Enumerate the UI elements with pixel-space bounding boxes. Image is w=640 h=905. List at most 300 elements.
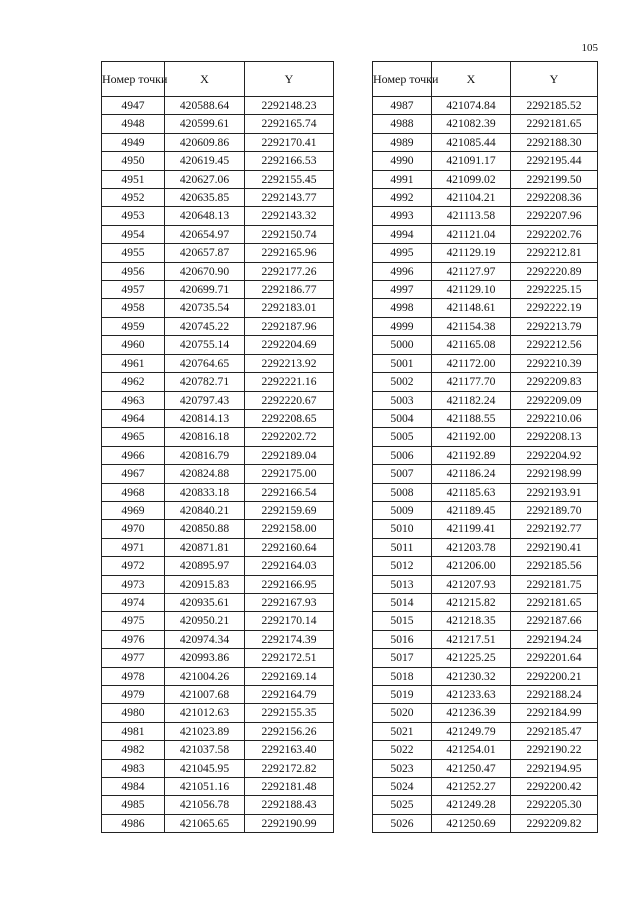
x-coordinate-cell: 421165.08 (432, 336, 511, 354)
x-coordinate-cell: 420814.13 (165, 409, 245, 427)
x-coordinate-cell: 420627.06 (165, 170, 245, 188)
point-number-cell: 4998 (373, 299, 432, 317)
point-number-cell: 5011 (373, 538, 432, 556)
point-number-cell: 4991 (373, 170, 432, 188)
y-coordinate-cell: 2292193.91 (511, 483, 598, 501)
table-row (102, 336, 334, 354)
y-coordinate-cell: 2292212.81 (511, 244, 598, 262)
table-row (373, 281, 598, 299)
y-coordinate-cell: 2292185.56 (511, 557, 598, 575)
point-number-cell: 4996 (373, 262, 432, 280)
point-number-cell: 4958 (102, 299, 165, 317)
point-number-cell: 4962 (102, 373, 165, 391)
table-row (102, 741, 334, 759)
point-number-cell: 4988 (373, 115, 432, 133)
table-row (373, 704, 598, 722)
y-coordinate-cell: 2292186.77 (245, 281, 334, 299)
y-coordinate-cell: 2292210.06 (511, 409, 598, 427)
point-number-cell: 4950 (102, 152, 165, 170)
table-row (102, 97, 334, 115)
y-coordinate-cell: 2292174.39 (245, 630, 334, 648)
point-number-cell: 4969 (102, 501, 165, 519)
header-y: Y (245, 62, 334, 97)
y-coordinate-cell: 2292213.79 (511, 317, 598, 335)
point-number-cell: 4968 (102, 483, 165, 501)
y-coordinate-cell: 2292169.14 (245, 667, 334, 685)
y-coordinate-cell: 2292181.75 (511, 575, 598, 593)
point-number-cell: 4981 (102, 722, 165, 740)
x-coordinate-cell: 421037.58 (165, 741, 245, 759)
y-coordinate-cell: 2292155.35 (245, 704, 334, 722)
x-coordinate-cell: 421082.39 (432, 115, 511, 133)
table-row (102, 133, 334, 151)
y-coordinate-cell: 2292159.69 (245, 501, 334, 519)
table-row (102, 409, 334, 427)
point-number-cell: 4995 (373, 244, 432, 262)
y-coordinate-cell: 2292204.69 (245, 336, 334, 354)
point-number-cell: 4979 (102, 686, 165, 704)
table-row (373, 612, 598, 630)
point-number-cell: 4997 (373, 281, 432, 299)
table-row (102, 575, 334, 593)
table-row (373, 538, 598, 556)
point-number-cell: 5012 (373, 557, 432, 575)
point-number-cell: 5009 (373, 501, 432, 519)
y-coordinate-cell: 2292208.36 (511, 189, 598, 207)
table-body-left (102, 97, 334, 833)
y-coordinate-cell: 2292208.13 (511, 428, 598, 446)
table-row (102, 115, 334, 133)
x-coordinate-cell: 421023.89 (165, 722, 245, 740)
table-row (102, 778, 334, 796)
x-coordinate-cell: 421249.79 (432, 722, 511, 740)
table-row (373, 262, 598, 280)
table-row (373, 501, 598, 519)
table-row (373, 814, 598, 832)
x-coordinate-cell: 421129.10 (432, 281, 511, 299)
x-coordinate-cell: 420833.18 (165, 483, 245, 501)
x-coordinate-cell: 421004.26 (165, 667, 245, 685)
y-coordinate-cell: 2292181.65 (511, 115, 598, 133)
x-coordinate-cell: 421056.78 (165, 796, 245, 814)
point-number-cell: 4977 (102, 649, 165, 667)
x-coordinate-cell: 420735.54 (165, 299, 245, 317)
y-coordinate-cell: 2292175.00 (245, 465, 334, 483)
point-number-cell: 5008 (373, 483, 432, 501)
x-coordinate-cell: 421230.32 (432, 667, 511, 685)
y-coordinate-cell: 2292170.14 (245, 612, 334, 630)
table-row (373, 409, 598, 427)
table-row (373, 649, 598, 667)
x-coordinate-cell: 421203.78 (432, 538, 511, 556)
y-coordinate-cell: 2292187.66 (511, 612, 598, 630)
point-number-cell: 4983 (102, 759, 165, 777)
page-number: 105 (581, 42, 598, 54)
x-coordinate-cell: 420895.97 (165, 557, 245, 575)
x-coordinate-cell: 421154.38 (432, 317, 511, 335)
point-number-cell: 5007 (373, 465, 432, 483)
table-row (373, 373, 598, 391)
x-coordinate-cell: 420915.83 (165, 575, 245, 593)
table-row (102, 796, 334, 814)
x-coordinate-cell: 420764.65 (165, 354, 245, 372)
point-number-cell: 4999 (373, 317, 432, 335)
x-coordinate-cell: 420609.86 (165, 133, 245, 151)
y-coordinate-cell: 2292183.01 (245, 299, 334, 317)
point-number-cell: 4964 (102, 409, 165, 427)
y-coordinate-cell: 2292190.99 (245, 814, 334, 832)
x-coordinate-cell: 420654.97 (165, 225, 245, 243)
point-number-cell: 4982 (102, 741, 165, 759)
table-row (373, 778, 598, 796)
x-coordinate-cell: 421051.16 (165, 778, 245, 796)
table-row (102, 667, 334, 685)
table-row (373, 97, 598, 115)
y-coordinate-cell: 2292163.40 (245, 741, 334, 759)
point-number-cell: 4948 (102, 115, 165, 133)
point-number-cell: 4966 (102, 446, 165, 464)
x-coordinate-cell: 420816.79 (165, 446, 245, 464)
x-coordinate-cell: 421215.82 (432, 593, 511, 611)
x-coordinate-cell: 421206.00 (432, 557, 511, 575)
y-coordinate-cell: 2292188.30 (511, 133, 598, 151)
y-coordinate-cell: 2292205.30 (511, 796, 598, 814)
y-coordinate-cell: 2292220.67 (245, 391, 334, 409)
y-coordinate-cell: 2292177.26 (245, 262, 334, 280)
y-coordinate-cell: 2292155.45 (245, 170, 334, 188)
table-row (373, 299, 598, 317)
x-coordinate-cell: 421250.47 (432, 759, 511, 777)
x-coordinate-cell: 420699.71 (165, 281, 245, 299)
x-coordinate-cell: 420950.21 (165, 612, 245, 630)
x-coordinate-cell: 420840.21 (165, 501, 245, 519)
x-coordinate-cell: 421129.19 (432, 244, 511, 262)
table-row (373, 575, 598, 593)
table-row (102, 612, 334, 630)
point-number-cell: 4956 (102, 262, 165, 280)
point-number-cell: 4951 (102, 170, 165, 188)
y-coordinate-cell: 2292194.95 (511, 759, 598, 777)
point-number-cell: 4955 (102, 244, 165, 262)
table-row (373, 630, 598, 648)
y-coordinate-cell: 2292220.89 (511, 262, 598, 280)
table-row (102, 649, 334, 667)
point-number-cell: 4985 (102, 796, 165, 814)
coordinates-table-right (372, 61, 598, 833)
table-row (102, 428, 334, 446)
x-coordinate-cell: 421085.44 (432, 133, 511, 151)
table-row (373, 796, 598, 814)
y-coordinate-cell: 2292190.41 (511, 538, 598, 556)
point-number-cell: 4978 (102, 667, 165, 685)
x-coordinate-cell: 421249.28 (432, 796, 511, 814)
y-coordinate-cell: 2292166.53 (245, 152, 334, 170)
table-row (102, 262, 334, 280)
point-number-cell: 4975 (102, 612, 165, 630)
point-number-cell: 4973 (102, 575, 165, 593)
y-coordinate-cell: 2292188.43 (245, 796, 334, 814)
header-y: Y (511, 62, 598, 97)
point-number-cell: 4990 (373, 152, 432, 170)
table-row (102, 465, 334, 483)
table-row (373, 667, 598, 685)
y-coordinate-cell: 2292164.03 (245, 557, 334, 575)
x-coordinate-cell: 420871.81 (165, 538, 245, 556)
y-coordinate-cell: 2292158.00 (245, 520, 334, 538)
point-number-cell: 4947 (102, 97, 165, 115)
y-coordinate-cell: 2292192.77 (511, 520, 598, 538)
table-row (102, 483, 334, 501)
table-header-row (102, 62, 334, 97)
table-row (373, 152, 598, 170)
point-number-cell: 5016 (373, 630, 432, 648)
x-coordinate-cell: 421233.63 (432, 686, 511, 704)
point-number-cell: 5001 (373, 354, 432, 372)
y-coordinate-cell: 2292181.48 (245, 778, 334, 796)
x-coordinate-cell: 421012.63 (165, 704, 245, 722)
table-row (102, 152, 334, 170)
y-coordinate-cell: 2292187.96 (245, 317, 334, 335)
table-row (102, 244, 334, 262)
point-number-cell: 5000 (373, 336, 432, 354)
table-row (102, 299, 334, 317)
point-number-cell: 4980 (102, 704, 165, 722)
table-row (102, 520, 334, 538)
x-coordinate-cell: 421113.58 (432, 207, 511, 225)
table-row (102, 759, 334, 777)
point-number-cell: 4957 (102, 281, 165, 299)
point-number-cell: 5021 (373, 722, 432, 740)
x-coordinate-cell: 420755.14 (165, 336, 245, 354)
table-header-row (373, 62, 598, 97)
point-number-cell: 4952 (102, 189, 165, 207)
y-coordinate-cell: 2292150.74 (245, 225, 334, 243)
table-row (373, 336, 598, 354)
table-row (373, 428, 598, 446)
y-coordinate-cell: 2292189.70 (511, 501, 598, 519)
y-coordinate-cell: 2292165.74 (245, 115, 334, 133)
table-row (102, 225, 334, 243)
x-coordinate-cell: 420670.90 (165, 262, 245, 280)
x-coordinate-cell: 421177.70 (432, 373, 511, 391)
table-row (373, 759, 598, 777)
table-row (102, 317, 334, 335)
point-number-cell: 5020 (373, 704, 432, 722)
y-coordinate-cell: 2292148.23 (245, 97, 334, 115)
y-coordinate-cell: 2292156.26 (245, 722, 334, 740)
table-row (102, 538, 334, 556)
table-row (102, 373, 334, 391)
y-coordinate-cell: 2292202.72 (245, 428, 334, 446)
table-row (102, 630, 334, 648)
x-coordinate-cell: 421121.04 (432, 225, 511, 243)
table-row (373, 189, 598, 207)
point-number-cell: 5018 (373, 667, 432, 685)
x-coordinate-cell: 421254.01 (432, 741, 511, 759)
table-row (102, 354, 334, 372)
y-coordinate-cell: 2292201.64 (511, 649, 598, 667)
x-coordinate-cell: 421218.35 (432, 612, 511, 630)
y-coordinate-cell: 2292213.92 (245, 354, 334, 372)
y-coordinate-cell: 2292164.79 (245, 686, 334, 704)
table-row (373, 483, 598, 501)
y-coordinate-cell: 2292202.76 (511, 225, 598, 243)
x-coordinate-cell: 420797.43 (165, 391, 245, 409)
point-number-cell: 4989 (373, 133, 432, 151)
y-coordinate-cell: 2292199.50 (511, 170, 598, 188)
x-coordinate-cell: 421192.89 (432, 446, 511, 464)
x-coordinate-cell: 421182.24 (432, 391, 511, 409)
point-number-cell: 4986 (102, 814, 165, 832)
y-coordinate-cell: 2292225.15 (511, 281, 598, 299)
x-coordinate-cell: 420599.61 (165, 115, 245, 133)
point-number-cell: 4960 (102, 336, 165, 354)
y-coordinate-cell: 2292221.16 (245, 373, 334, 391)
table-row (373, 225, 598, 243)
x-coordinate-cell: 421045.95 (165, 759, 245, 777)
point-number-cell: 4954 (102, 225, 165, 243)
x-coordinate-cell: 420635.85 (165, 189, 245, 207)
point-number-cell: 4961 (102, 354, 165, 372)
y-coordinate-cell: 2292160.64 (245, 538, 334, 556)
table-row (373, 244, 598, 262)
point-number-cell: 5003 (373, 391, 432, 409)
x-coordinate-cell: 420648.13 (165, 207, 245, 225)
x-coordinate-cell: 420974.34 (165, 630, 245, 648)
y-coordinate-cell: 2292143.32 (245, 207, 334, 225)
table-row (373, 207, 598, 225)
y-coordinate-cell: 2292222.19 (511, 299, 598, 317)
x-coordinate-cell: 421091.17 (432, 152, 511, 170)
y-coordinate-cell: 2292185.47 (511, 722, 598, 740)
point-number-cell: 5013 (373, 575, 432, 593)
x-coordinate-cell: 421188.55 (432, 409, 511, 427)
x-coordinate-cell: 421207.93 (432, 575, 511, 593)
x-coordinate-cell: 421104.21 (432, 189, 511, 207)
x-coordinate-cell: 421236.39 (432, 704, 511, 722)
point-number-cell: 5004 (373, 409, 432, 427)
point-number-cell: 5005 (373, 428, 432, 446)
x-coordinate-cell: 420824.88 (165, 465, 245, 483)
y-coordinate-cell: 2292200.42 (511, 778, 598, 796)
x-coordinate-cell: 421225.25 (432, 649, 511, 667)
y-coordinate-cell: 2292209.09 (511, 391, 598, 409)
table-row (373, 317, 598, 335)
point-number-cell: 4993 (373, 207, 432, 225)
y-coordinate-cell: 2292207.96 (511, 207, 598, 225)
x-coordinate-cell: 420850.88 (165, 520, 245, 538)
y-coordinate-cell: 2292208.65 (245, 409, 334, 427)
table-row (102, 391, 334, 409)
y-coordinate-cell: 2292210.39 (511, 354, 598, 372)
x-coordinate-cell: 420816.18 (165, 428, 245, 446)
x-coordinate-cell: 421250.69 (432, 814, 511, 832)
x-coordinate-cell: 421217.51 (432, 630, 511, 648)
table-row (373, 465, 598, 483)
table-row (102, 446, 334, 464)
x-coordinate-cell: 420588.64 (165, 97, 245, 115)
y-coordinate-cell: 2292195.44 (511, 152, 598, 170)
point-number-cell: 5025 (373, 796, 432, 814)
x-coordinate-cell: 420745.22 (165, 317, 245, 335)
y-coordinate-cell: 2292165.96 (245, 244, 334, 262)
x-coordinate-cell: 421186.24 (432, 465, 511, 483)
point-number-cell: 4974 (102, 593, 165, 611)
table-row (373, 170, 598, 188)
x-coordinate-cell: 420619.45 (165, 152, 245, 170)
y-coordinate-cell: 2292181.65 (511, 593, 598, 611)
table-row (102, 501, 334, 519)
y-coordinate-cell: 2292204.92 (511, 446, 598, 464)
point-number-cell: 4949 (102, 133, 165, 151)
y-coordinate-cell: 2292190.22 (511, 741, 598, 759)
point-number-cell: 4987 (373, 97, 432, 115)
point-number-cell: 5015 (373, 612, 432, 630)
table-row (102, 281, 334, 299)
point-number-cell: 5019 (373, 686, 432, 704)
point-number-cell: 4992 (373, 189, 432, 207)
table-row (102, 557, 334, 575)
table-row (102, 722, 334, 740)
table-row (102, 814, 334, 832)
y-coordinate-cell: 2292189.04 (245, 446, 334, 464)
y-coordinate-cell: 2292194.24 (511, 630, 598, 648)
x-coordinate-cell: 421007.68 (165, 686, 245, 704)
y-coordinate-cell: 2292166.95 (245, 575, 334, 593)
x-coordinate-cell: 420782.71 (165, 373, 245, 391)
header-x: X (432, 62, 511, 97)
y-coordinate-cell: 2292184.99 (511, 704, 598, 722)
y-coordinate-cell: 2292188.24 (511, 686, 598, 704)
table-row (373, 741, 598, 759)
point-number-cell: 4994 (373, 225, 432, 243)
x-coordinate-cell: 421074.84 (432, 97, 511, 115)
table-row (102, 207, 334, 225)
header-point: Номер точки (102, 62, 165, 97)
x-coordinate-cell: 421189.45 (432, 501, 511, 519)
table-row (373, 722, 598, 740)
x-coordinate-cell: 420657.87 (165, 244, 245, 262)
point-number-cell: 5014 (373, 593, 432, 611)
point-number-cell: 4971 (102, 538, 165, 556)
y-coordinate-cell: 2292209.82 (511, 814, 598, 832)
coordinates-table-left (101, 61, 334, 833)
y-coordinate-cell: 2292166.54 (245, 483, 334, 501)
point-number-cell: 4959 (102, 317, 165, 335)
point-number-cell: 5010 (373, 520, 432, 538)
table-row (102, 593, 334, 611)
table-row (102, 686, 334, 704)
table-row (373, 686, 598, 704)
x-coordinate-cell: 421099.02 (432, 170, 511, 188)
table-row (373, 593, 598, 611)
x-coordinate-cell: 421172.00 (432, 354, 511, 372)
y-coordinate-cell: 2292172.82 (245, 759, 334, 777)
table-row (373, 115, 598, 133)
table-row (373, 446, 598, 464)
table-row (102, 170, 334, 188)
x-coordinate-cell: 420935.61 (165, 593, 245, 611)
point-number-cell: 5022 (373, 741, 432, 759)
table-row (373, 391, 598, 409)
x-coordinate-cell: 421185.63 (432, 483, 511, 501)
y-coordinate-cell: 2292172.51 (245, 649, 334, 667)
point-number-cell: 4953 (102, 207, 165, 225)
x-coordinate-cell: 421127.97 (432, 262, 511, 280)
table-row (373, 557, 598, 575)
y-coordinate-cell: 2292143.77 (245, 189, 334, 207)
point-number-cell: 4972 (102, 557, 165, 575)
